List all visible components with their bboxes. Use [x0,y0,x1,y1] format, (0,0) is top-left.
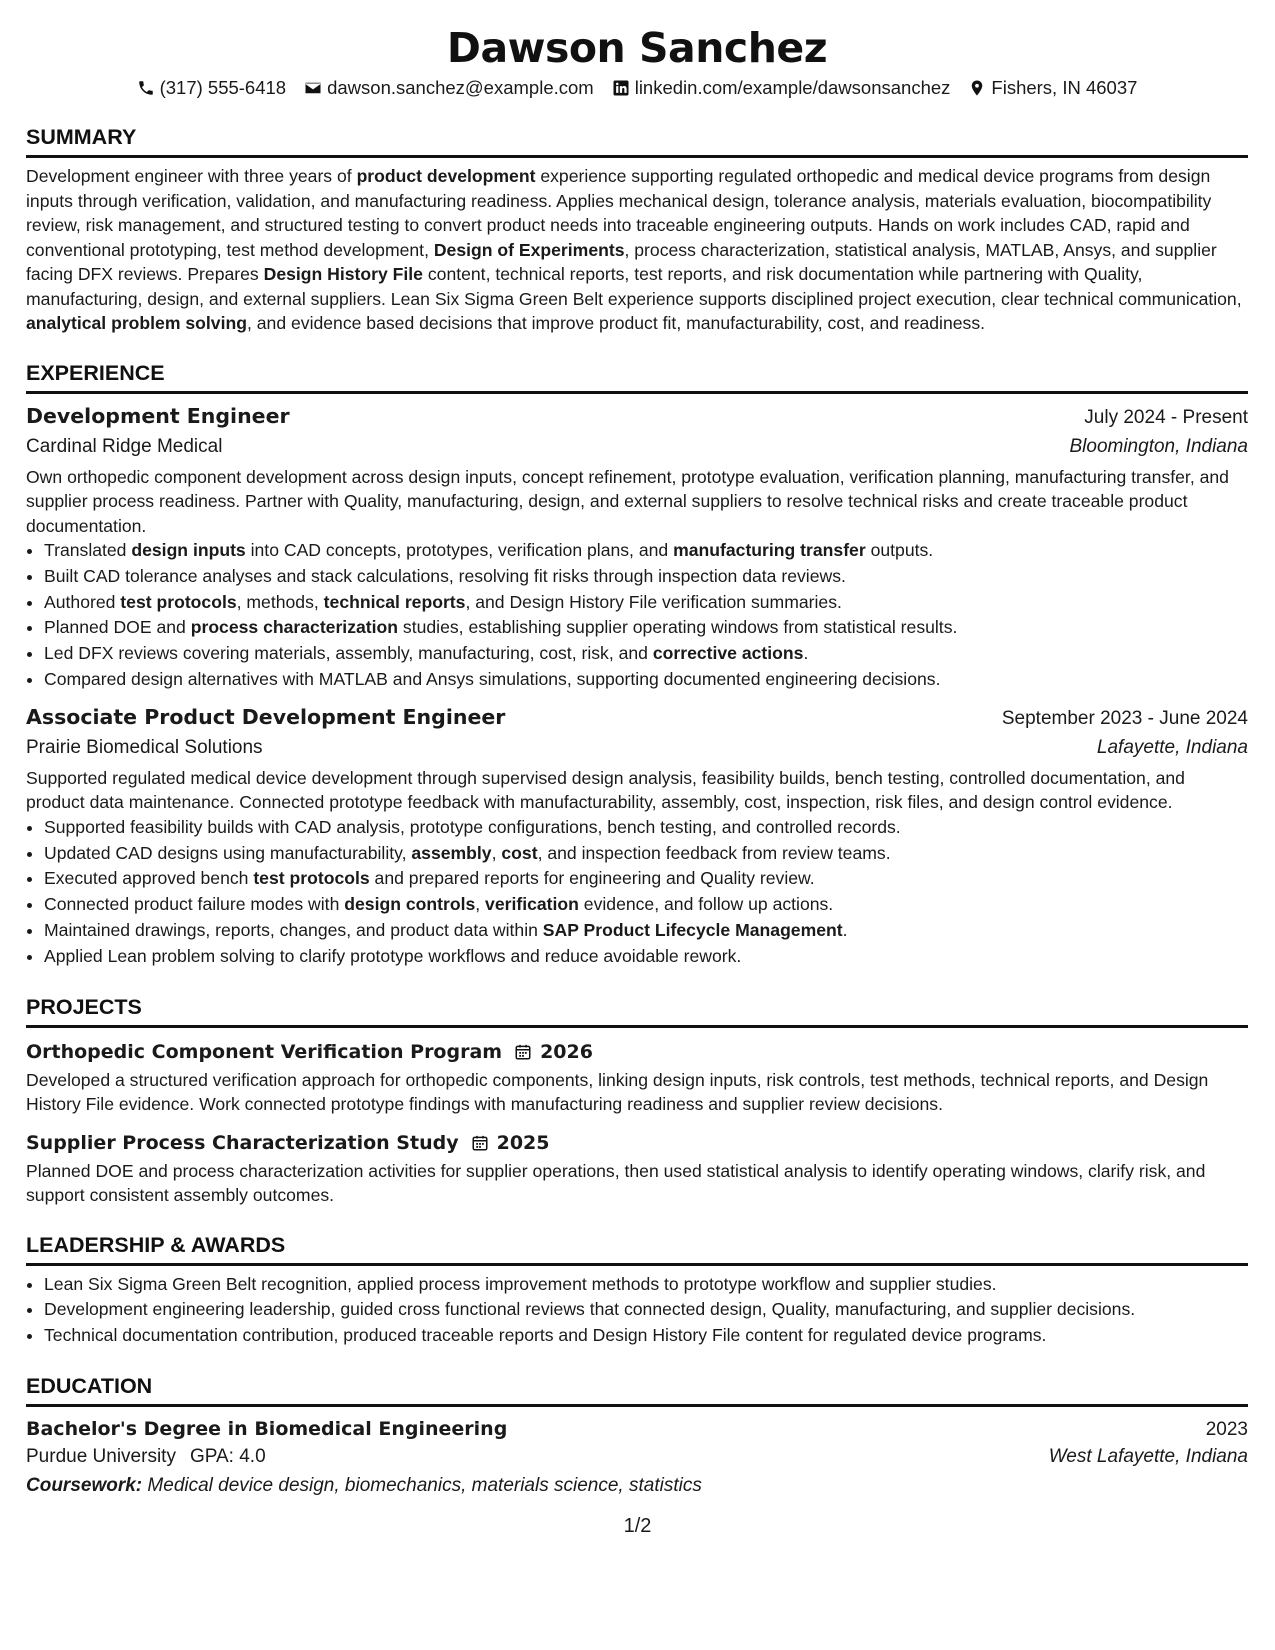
coursework-text: Medical device design, biomechanics, materials science, statistics [147,1474,702,1496]
experience-section [26,360,1248,970]
location-text: Fishers, IN 46037 [991,77,1138,98]
job-bullet: • Authored test protocols, methods, technical reports, and Design History File verification summaries. [44,590,1248,616]
linkedin-link[interactable]: linkedin.com/example/dawsonsanchez [634,77,951,98]
section-title-summary: SUMMARY [26,124,1248,158]
section-title-experience: EXPERIENCE [26,360,1248,394]
job-bullet: • Maintained drawings, reports, changes, and product data within SAP Product Lifecycle Management. [44,918,1248,944]
job-bullet: • Compared design alternatives with MATLAB and Ansys simulations, supporting documented engineering decisions. [44,667,1248,693]
calendar-icon [514,1043,532,1061]
project-date [471,1129,550,1157]
job-bullet: • Led DFX reviews covering materials, assembly, manufacturing, cost, risk, and corrective actions. [44,641,1248,667]
job-dates: September 2023 - June 2024 [1001,707,1248,729]
job-bullet: • Planned DOE and process characterization studies, establishing supplier operating windows from statistical results. [44,615,1248,641]
gpa: GPA: 4.0 [189,1445,266,1467]
coursework [26,1471,1248,1501]
bold-keyword: design inputs [131,540,246,560]
project-description: Developed a structured verification approach for orthopedic components, linking design inputs, risk controls, test methods, technical reports, and Design History File evidence. Work connected prototype findings with manufacturing readiness and supplier review decisions. [26,1069,1209,1115]
bold-keyword: cost [501,842,538,863]
job-title: Development Engineer [26,403,290,428]
section-title-leadership: LEADERSHIP & AWARDS [26,1232,1248,1266]
job-bullet: • Built CAD tolerance analyses and stack calculations, resolving fit risks through inspection data reviews. [44,564,1248,590]
job-title: Associate Product Development Engineer [26,704,506,729]
bold-keyword: process characterization [190,617,399,638]
job-description: Own orthopedic component development across design inputs, concept refinement, prototype evaluation, verification planning, manufacturing transfer, and supplier process readiness. Partner with Quality, manufacturing, design, and external suppliers to resolve technical risks and create traceable product documentation. [26,466,1229,536]
page-number: 1/2 [623,1515,652,1537]
leadership-item: • Technical documentation contribution, produced traceable reports and Design History File content for regulated device programs. [44,1323,1248,1349]
summary-text: Development engineer with three years of product development experience supporting regulated orthopedic and medical device programs from design inputs through verification, validation, and manufacturing readiness. Applies mechanical design, tolerance analysis, materials evaluation, biocompatibility review, risk management, and structured testing to convert product needs into traceable engineering outputs. Hands on work includes CAD, rapid and conventional prototyping, test method development, Design of Experiments, process characterization, statistical analysis, MATLAB, Ansys, and supplier facing DFX reviews. Prepares Design History File content, technical reports, test reports, and risk documentation while partnering with Quality, manufacturing, design, and external suppliers. Lean Six Sigma Green Belt experience supports disciplined project execution, clear technical communication, analytical problem solving, and evidence based decisions that improve product fit, manufacturability, cost, and readiness. [26,166,1242,333]
job-entry [26,402,1248,693]
school-location: West Lafayette, Indiana [1048,1445,1248,1467]
job-dates: July 2024 - Present [1084,406,1248,428]
coursework-label: Coursework: [26,1474,143,1496]
bold-keyword: analytical problem solving [26,313,247,333]
job-bullets [26,538,1248,693]
bold-keyword: manufacturing transfer [673,540,866,560]
bold-keyword: test protocols [120,591,237,612]
job-company: Prairie Biomedical Solutions [26,736,263,758]
phone-text: (317) 555-6418 [159,77,287,98]
job-location: Bloomington, Indiana [1069,435,1248,457]
job-location: Lafayette, Indiana [1096,736,1248,758]
project-year: 2025 [496,1131,550,1154]
leadership-item: • Development engineering leadership, guided cross functional reviews that connected design, Quality, manufacturing, and supplier decisions. [44,1297,1248,1323]
job-bullets [26,815,1248,970]
project-entry [26,1129,1248,1208]
projects-section [26,994,1248,1208]
phone-icon [137,79,155,97]
email-link[interactable]: dawson.sanchez@example.com [327,77,594,98]
graduation-year: 2023 [1205,1418,1248,1440]
contact-location [968,76,1137,100]
job-bullet: • Executed approved bench test protocols and prepared reports for engineering and Quality review. [44,866,1248,892]
job-entry [26,703,1248,970]
job-description: Supported regulated medical device development through supervised design analysis, feasibility builds, bench testing, controlled documentation, and product data maintenance. Connected prototype feedback with manufacturability, assembly, cost, inspection, risk files, and design control evidence. [26,767,1185,813]
contact-bar [26,76,1248,100]
bold-keyword: verification [485,894,579,915]
project-date [514,1038,593,1066]
summary-section [26,124,1248,336]
bold-keyword: product development [356,166,536,186]
contact-phone [137,76,287,100]
bold-keyword: Design History File [263,264,423,284]
job-company: Cardinal Ridge Medical [26,435,223,457]
bold-keyword: assembly [411,842,492,863]
candidate-name: Dawson Sanchez [446,24,828,72]
linkedin-icon [612,79,630,97]
project-year: 2026 [540,1040,593,1063]
leadership-list [26,1272,1248,1349]
bold-keyword: test protocols [253,868,370,889]
job-bullet: • Translated design inputs into CAD concepts, prototypes, verification plans, and manufacturing transfer outputs. [44,538,1248,564]
project-entry [26,1038,1248,1117]
section-title-projects: PROJECTS [26,994,1248,1028]
bold-keyword: corrective actions [652,643,804,664]
job-bullet: • Applied Lean problem solving to clarify prototype workflows and reduce avoidable rework. [44,944,1248,970]
bold-keyword: SAP Product Lifecycle Management [542,919,843,940]
project-name: Supplier Process Characterization Study [26,1131,459,1154]
bold-keyword: technical reports [323,591,466,612]
leadership-section [26,1232,1248,1349]
job-bullet: • Supported feasibility builds with CAD analysis, prototype configurations, bench testing, and controlled records. [44,815,1248,841]
section-title-education: EDUCATION [26,1373,1248,1407]
project-description: Planned DOE and process characterization activities for supplier operations, then used statistical analysis to identify operating windows, clarify risk, and support consistent assembly outcomes. [26,1160,1206,1206]
bold-keyword: Design of Experiments [433,239,625,260]
envelope-icon [304,79,322,97]
map-pin-icon [968,79,986,97]
job-bullet: • Connected product failure modes with design controls, verification evidence, and follow up actions. [44,892,1248,918]
degree-name: Bachelor's Degree in Biomedical Engineering [26,1417,508,1440]
school-name: Purdue University [26,1445,176,1467]
leadership-item: • Lean Six Sigma Green Belt recognition, applied process improvement methods to prototype workflow and supplier studies. [44,1272,1248,1298]
education-section [26,1373,1248,1501]
bold-keyword: design controls [344,894,476,915]
calendar-icon [471,1134,489,1152]
contact-email[interactable] [304,76,594,100]
project-name: Orthopedic Component Verification Program [26,1040,503,1063]
contact-linkedin[interactable] [612,76,951,100]
job-bullet: • Updated CAD designs using manufacturability, assembly, cost, and inspection feedback from review teams. [44,841,1248,867]
